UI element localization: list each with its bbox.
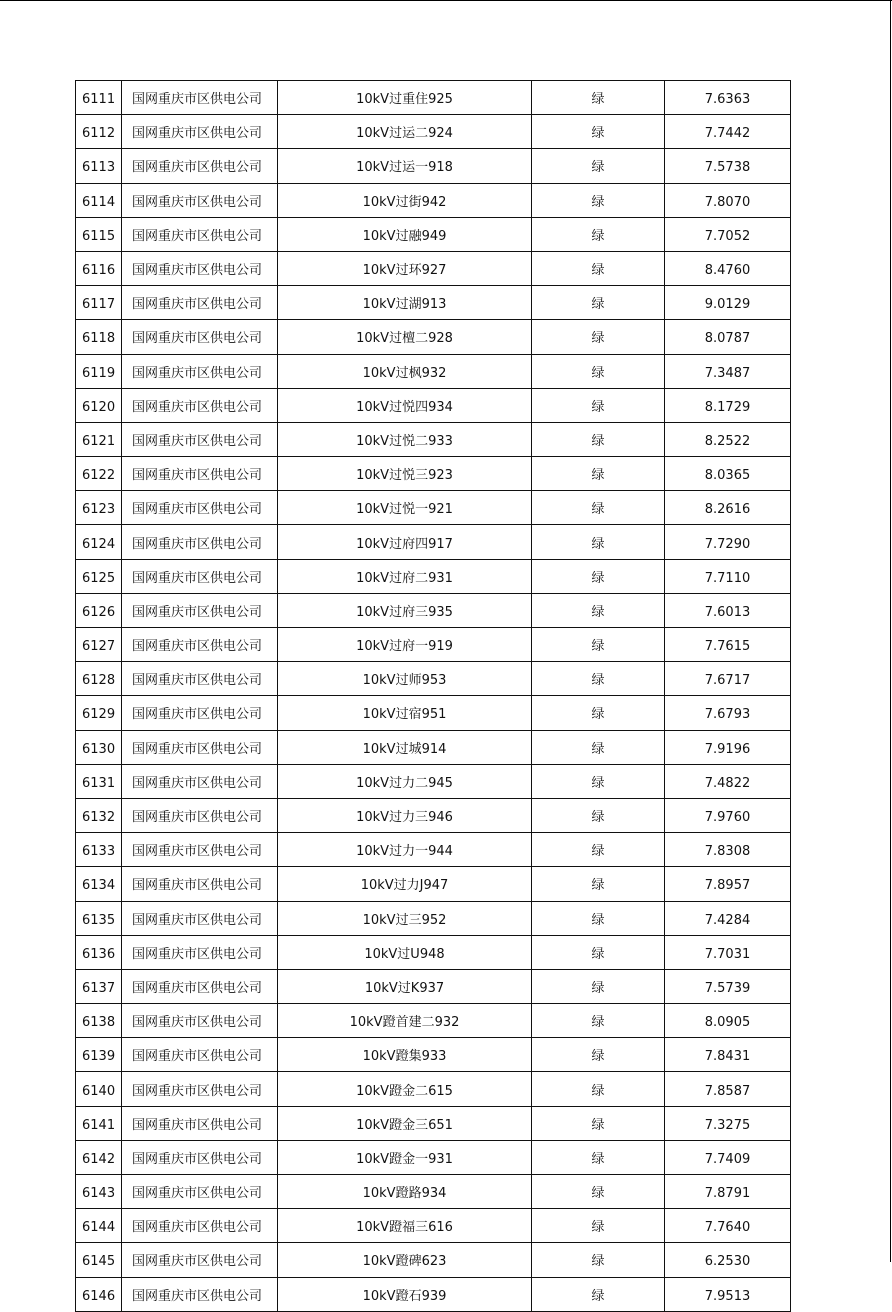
status-cell: 绿 xyxy=(532,730,665,764)
company-cell: 国网重庆市区供电公司 xyxy=(122,354,278,388)
table-row xyxy=(76,1277,791,1311)
line-name-cell: 10kV过檀二928 xyxy=(278,320,532,354)
table-row xyxy=(76,935,791,969)
value-cell: 7.4822 xyxy=(665,764,791,798)
line-name-cell: 10kV过城914 xyxy=(278,730,532,764)
row-number-cell: 6130 xyxy=(76,730,122,764)
line-name-cell: 10kV过湖913 xyxy=(278,286,532,320)
line-name-cell: 10kV过力二945 xyxy=(278,764,532,798)
value-cell: 7.4284 xyxy=(665,901,791,935)
table-row xyxy=(76,354,791,388)
row-number-cell: 6136 xyxy=(76,935,122,969)
value-cell: 7.7052 xyxy=(665,217,791,251)
table-row xyxy=(76,833,791,867)
row-number-cell: 6134 xyxy=(76,867,122,901)
status-cell: 绿 xyxy=(532,1004,665,1038)
value-cell: 7.3275 xyxy=(665,1106,791,1140)
status-cell: 绿 xyxy=(532,115,665,149)
status-cell: 绿 xyxy=(532,183,665,217)
row-number-cell: 6141 xyxy=(76,1106,122,1140)
table-row xyxy=(76,457,791,491)
company-cell: 国网重庆市区供电公司 xyxy=(122,833,278,867)
table-row xyxy=(76,81,791,115)
value-cell: 8.1729 xyxy=(665,388,791,422)
value-cell: 8.0905 xyxy=(665,1004,791,1038)
row-number-cell: 6129 xyxy=(76,696,122,730)
table-row xyxy=(76,1106,791,1140)
status-cell: 绿 xyxy=(532,354,665,388)
value-cell: 6.2530 xyxy=(665,1243,791,1277)
value-cell: 7.8587 xyxy=(665,1072,791,1106)
line-name-cell: 10kV过枫932 xyxy=(278,354,532,388)
line-name-cell: 10kV过运二924 xyxy=(278,115,532,149)
page-right-border xyxy=(890,0,891,1262)
table-row xyxy=(76,628,791,662)
value-cell: 7.9513 xyxy=(665,1277,791,1311)
status-cell: 绿 xyxy=(532,764,665,798)
value-cell: 7.7409 xyxy=(665,1140,791,1174)
company-cell: 国网重庆市区供电公司 xyxy=(122,115,278,149)
company-cell: 国网重庆市区供电公司 xyxy=(122,251,278,285)
row-number-cell: 6120 xyxy=(76,388,122,422)
table-row xyxy=(76,217,791,251)
table-row xyxy=(76,1072,791,1106)
status-cell: 绿 xyxy=(532,525,665,559)
line-name-cell: 10kV蹬金三651 xyxy=(278,1106,532,1140)
company-cell: 国网重庆市区供电公司 xyxy=(122,1072,278,1106)
table-row xyxy=(76,491,791,525)
row-number-cell: 6112 xyxy=(76,115,122,149)
table-row xyxy=(76,183,791,217)
table-row xyxy=(76,1004,791,1038)
line-name-cell: 10kV过悦四934 xyxy=(278,388,532,422)
line-name-cell: 10kV过悦一921 xyxy=(278,491,532,525)
row-number-cell: 6139 xyxy=(76,1038,122,1072)
value-cell: 7.8070 xyxy=(665,183,791,217)
row-number-cell: 6122 xyxy=(76,457,122,491)
value-cell: 7.7615 xyxy=(665,628,791,662)
line-name-cell: 10kV过力一944 xyxy=(278,833,532,867)
line-name-cell: 10kV蹬福三616 xyxy=(278,1209,532,1243)
company-cell: 国网重庆市区供电公司 xyxy=(122,696,278,730)
line-name-cell: 10kV过师953 xyxy=(278,662,532,696)
status-cell: 绿 xyxy=(532,833,665,867)
table-row xyxy=(76,1038,791,1072)
row-number-cell: 6144 xyxy=(76,1209,122,1243)
company-cell: 国网重庆市区供电公司 xyxy=(122,525,278,559)
value-cell: 7.7031 xyxy=(665,935,791,969)
company-cell: 国网重庆市区供电公司 xyxy=(122,388,278,422)
value-cell: 7.7290 xyxy=(665,525,791,559)
value-cell: 7.6717 xyxy=(665,662,791,696)
value-cell: 7.6363 xyxy=(665,81,791,115)
value-cell: 8.0787 xyxy=(665,320,791,354)
row-number-cell: 6114 xyxy=(76,183,122,217)
row-number-cell: 6133 xyxy=(76,833,122,867)
row-number-cell: 6124 xyxy=(76,525,122,559)
table-row xyxy=(76,662,791,696)
status-cell: 绿 xyxy=(532,559,665,593)
line-name-cell: 10kV蹬石939 xyxy=(278,1277,532,1311)
company-cell: 国网重庆市区供电公司 xyxy=(122,935,278,969)
status-cell: 绿 xyxy=(532,628,665,662)
value-cell: 7.6013 xyxy=(665,593,791,627)
company-cell: 国网重庆市区供电公司 xyxy=(122,662,278,696)
line-name-cell: 10kV过街942 xyxy=(278,183,532,217)
status-cell: 绿 xyxy=(532,1277,665,1311)
company-cell: 国网重庆市区供电公司 xyxy=(122,81,278,115)
data-table xyxy=(75,80,791,1312)
table-row xyxy=(76,1243,791,1277)
row-number-cell: 6132 xyxy=(76,798,122,832)
company-cell: 国网重庆市区供电公司 xyxy=(122,901,278,935)
company-cell: 国网重庆市区供电公司 xyxy=(122,149,278,183)
line-name-cell: 10kV蹬集933 xyxy=(278,1038,532,1072)
line-name-cell: 10kV过府一919 xyxy=(278,628,532,662)
status-cell: 绿 xyxy=(532,593,665,627)
table-row xyxy=(76,149,791,183)
status-cell: 绿 xyxy=(532,1106,665,1140)
line-name-cell: 10kV过宿951 xyxy=(278,696,532,730)
value-cell: 7.9760 xyxy=(665,798,791,832)
company-cell: 国网重庆市区供电公司 xyxy=(122,183,278,217)
table-row xyxy=(76,320,791,354)
row-number-cell: 6113 xyxy=(76,149,122,183)
row-number-cell: 6119 xyxy=(76,354,122,388)
row-number-cell: 6116 xyxy=(76,251,122,285)
row-number-cell: 6146 xyxy=(76,1277,122,1311)
status-cell: 绿 xyxy=(532,388,665,422)
row-number-cell: 6128 xyxy=(76,662,122,696)
table-row xyxy=(76,1175,791,1209)
status-cell: 绿 xyxy=(532,81,665,115)
company-cell: 国网重庆市区供电公司 xyxy=(122,286,278,320)
row-number-cell: 6126 xyxy=(76,593,122,627)
line-name-cell: 10kV过K937 xyxy=(278,969,532,1003)
line-name-cell: 10kV过U948 xyxy=(278,935,532,969)
status-cell: 绿 xyxy=(532,662,665,696)
row-number-cell: 6145 xyxy=(76,1243,122,1277)
value-cell: 7.7110 xyxy=(665,559,791,593)
status-cell: 绿 xyxy=(532,491,665,525)
status-cell: 绿 xyxy=(532,251,665,285)
page-top-border xyxy=(0,0,892,1)
company-cell: 国网重庆市区供电公司 xyxy=(122,730,278,764)
value-cell: 7.7640 xyxy=(665,1209,791,1243)
value-cell: 8.0365 xyxy=(665,457,791,491)
company-cell: 国网重庆市区供电公司 xyxy=(122,559,278,593)
status-cell: 绿 xyxy=(532,286,665,320)
status-cell: 绿 xyxy=(532,867,665,901)
table-row xyxy=(76,286,791,320)
company-cell: 国网重庆市区供电公司 xyxy=(122,422,278,456)
status-cell: 绿 xyxy=(532,935,665,969)
table-row xyxy=(76,901,791,935)
table-row xyxy=(76,969,791,1003)
status-cell: 绿 xyxy=(532,1140,665,1174)
status-cell: 绿 xyxy=(532,320,665,354)
line-name-cell: 10kV过悦二933 xyxy=(278,422,532,456)
line-name-cell: 10kV蹬碑623 xyxy=(278,1243,532,1277)
row-number-cell: 6118 xyxy=(76,320,122,354)
line-name-cell: 10kV蹬金二615 xyxy=(278,1072,532,1106)
company-cell: 国网重庆市区供电公司 xyxy=(122,798,278,832)
value-cell: 7.7442 xyxy=(665,115,791,149)
company-cell: 国网重庆市区供电公司 xyxy=(122,628,278,662)
row-number-cell: 6131 xyxy=(76,764,122,798)
status-cell: 绿 xyxy=(532,1072,665,1106)
line-name-cell: 10kV过环927 xyxy=(278,251,532,285)
company-cell: 国网重庆市区供电公司 xyxy=(122,1175,278,1209)
status-cell: 绿 xyxy=(532,1209,665,1243)
company-cell: 国网重庆市区供电公司 xyxy=(122,969,278,1003)
row-number-cell: 6138 xyxy=(76,1004,122,1038)
value-cell: 8.4760 xyxy=(665,251,791,285)
table-row xyxy=(76,1209,791,1243)
company-cell: 国网重庆市区供电公司 xyxy=(122,593,278,627)
row-number-cell: 6135 xyxy=(76,901,122,935)
value-cell: 8.2616 xyxy=(665,491,791,525)
row-number-cell: 6142 xyxy=(76,1140,122,1174)
value-cell: 7.8791 xyxy=(665,1175,791,1209)
status-cell: 绿 xyxy=(532,149,665,183)
line-name-cell: 10kV过重住925 xyxy=(278,81,532,115)
value-cell: 7.9196 xyxy=(665,730,791,764)
line-name-cell: 10kV过三952 xyxy=(278,901,532,935)
table-row xyxy=(76,388,791,422)
company-cell: 国网重庆市区供电公司 xyxy=(122,1243,278,1277)
table-row xyxy=(76,764,791,798)
table-row xyxy=(76,730,791,764)
status-cell: 绿 xyxy=(532,1243,665,1277)
value-cell: 9.0129 xyxy=(665,286,791,320)
company-cell: 国网重庆市区供电公司 xyxy=(122,320,278,354)
table-row xyxy=(76,867,791,901)
company-cell: 国网重庆市区供电公司 xyxy=(122,217,278,251)
value-cell: 7.5738 xyxy=(665,149,791,183)
row-number-cell: 6127 xyxy=(76,628,122,662)
value-cell: 7.5739 xyxy=(665,969,791,1003)
row-number-cell: 6125 xyxy=(76,559,122,593)
status-cell: 绿 xyxy=(532,457,665,491)
value-cell: 7.8957 xyxy=(665,867,791,901)
company-cell: 国网重庆市区供电公司 xyxy=(122,1209,278,1243)
row-number-cell: 6143 xyxy=(76,1175,122,1209)
table-row xyxy=(76,798,791,832)
line-name-cell: 10kV过力三946 xyxy=(278,798,532,832)
row-number-cell: 6111 xyxy=(76,81,122,115)
line-name-cell: 10kV过府三935 xyxy=(278,593,532,627)
table-row xyxy=(76,696,791,730)
line-name-cell: 10kV过府四917 xyxy=(278,525,532,559)
table-row xyxy=(76,593,791,627)
status-cell: 绿 xyxy=(532,422,665,456)
line-name-cell: 10kV过融949 xyxy=(278,217,532,251)
row-number-cell: 6115 xyxy=(76,217,122,251)
value-cell: 8.2522 xyxy=(665,422,791,456)
line-name-cell: 10kV蹬首建二932 xyxy=(278,1004,532,1038)
table-row xyxy=(76,251,791,285)
row-number-cell: 6123 xyxy=(76,491,122,525)
row-number-cell: 6137 xyxy=(76,969,122,1003)
status-cell: 绿 xyxy=(532,969,665,1003)
company-cell: 国网重庆市区供电公司 xyxy=(122,457,278,491)
line-name-cell: 10kV过悦三923 xyxy=(278,457,532,491)
status-cell: 绿 xyxy=(532,798,665,832)
value-cell: 7.8431 xyxy=(665,1038,791,1072)
value-cell: 7.6793 xyxy=(665,696,791,730)
company-cell: 国网重庆市区供电公司 xyxy=(122,1106,278,1140)
status-cell: 绿 xyxy=(532,217,665,251)
line-name-cell: 10kV蹬金一931 xyxy=(278,1140,532,1174)
line-name-cell: 10kV过运一918 xyxy=(278,149,532,183)
company-cell: 国网重庆市区供电公司 xyxy=(122,1038,278,1072)
line-name-cell: 10kV过府二931 xyxy=(278,559,532,593)
value-cell: 7.3487 xyxy=(665,354,791,388)
status-cell: 绿 xyxy=(532,1038,665,1072)
table-body xyxy=(76,81,791,1312)
table-row xyxy=(76,525,791,559)
table-row xyxy=(76,1140,791,1174)
company-cell: 国网重庆市区供电公司 xyxy=(122,1004,278,1038)
company-cell: 国网重庆市区供电公司 xyxy=(122,764,278,798)
table-row xyxy=(76,559,791,593)
row-number-cell: 6121 xyxy=(76,422,122,456)
company-cell: 国网重庆市区供电公司 xyxy=(122,491,278,525)
row-number-cell: 6117 xyxy=(76,286,122,320)
row-number-cell: 6140 xyxy=(76,1072,122,1106)
line-name-cell: 10kV过力J947 xyxy=(278,867,532,901)
value-cell: 7.8308 xyxy=(665,833,791,867)
line-name-cell: 10kV蹬路934 xyxy=(278,1175,532,1209)
company-cell: 国网重庆市区供电公司 xyxy=(122,867,278,901)
status-cell: 绿 xyxy=(532,901,665,935)
table-row xyxy=(76,115,791,149)
table-row xyxy=(76,422,791,456)
status-cell: 绿 xyxy=(532,1175,665,1209)
company-cell: 国网重庆市区供电公司 xyxy=(122,1277,278,1311)
status-cell: 绿 xyxy=(532,696,665,730)
company-cell: 国网重庆市区供电公司 xyxy=(122,1140,278,1174)
